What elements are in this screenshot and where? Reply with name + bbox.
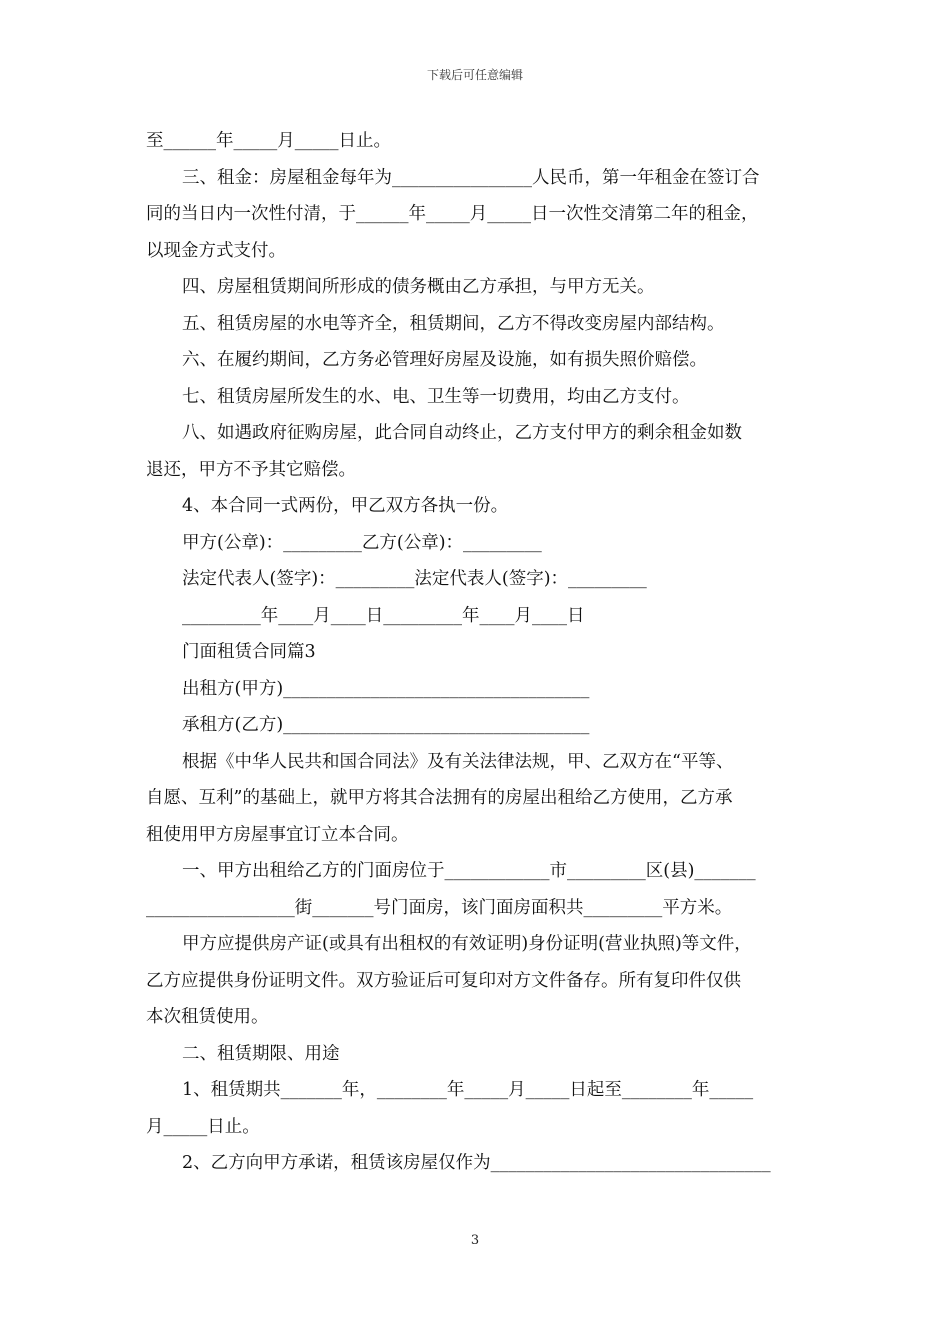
text-line: 2、乙方向甲方承诺，租赁该房屋仅作为________________________________ [182,1153,771,1173]
text-line: 4、本合同一式两份，甲乙双方各执一份。 [182,496,509,516]
text-line: 本次租赁使用。 [146,1007,269,1027]
text-line: 根据《中华人民共和国合同法》及有关法律法规，甲、乙双方在“平等、 [182,751,734,772]
text-line: 八、如遇政府征购房屋，此合同自动终止，乙方支付甲方的剩余租金如数 [182,423,742,443]
text-line: 退还，甲方不予其它赔偿。 [146,459,356,480]
text-line: 五、租赁房屋的水电等齐全，租赁期间，乙方不得改变房屋内部结构。 [182,313,725,334]
text-line: 至______年_____月_____日止。 [146,131,391,151]
text-line: 乙方应提供身份证明文件。双方验证后可复印对方文件备存。所有复印件仅供 [146,970,741,991]
text-line: 四、房屋租赁期间所形成的债务概由乙方承担，与甲方无关。 [182,277,655,297]
text-line: 同的当日内一次性付清，于______年_____月_____日一次性交清第二年的租金， [146,204,759,224]
text-line: 七、租赁房屋所发生的水、电、卫生等一切费用，均由乙方支付。 [182,386,690,407]
text-line: 承租方(乙方)___________________________________ [182,715,590,735]
signature-line: 法定代表人(签字)：_________法定代表人(签字)：_________ [182,569,647,589]
text-line: 三、租金：房屋租金每年为________________人民币，第一年租金在签订合 [182,167,760,188]
text-line: 租使用甲方房屋事宜订立本合同。 [146,824,409,845]
page-header-note: 下载后可任意编辑 [426,68,523,82]
page-number: 3 [470,1233,480,1248]
signature-line: 甲方(公章)：_________乙方(公章)：_________ [182,532,542,553]
text-line: 六、在履约期间，乙方务必管理好房屋及设施，如有损失照价赔偿。 [182,350,707,370]
text-line: 出租方(甲方)___________________________________ [182,678,590,699]
date-line: _________年____月____日_________年____月____日 [182,605,585,626]
text-line: 二、租赁期限、用途 [182,1043,340,1064]
text-line: 甲方应提供房产证(或具有出租权的有效证明)身份证明(营业执照)等文件， [182,934,752,954]
text-line: _________________街_______号门面房，该门面房面积共_________平方米。 [146,897,733,918]
text-line: 一、甲方出租给乙方的门面房位于____________市_________区(县)_______ [182,861,756,881]
section-title: 门面租赁合同篇3 [182,642,316,662]
document-body [146,123,811,1182]
text-line: 1、租赁期共_______年，________年_____月_____日起至________年_____ [182,1080,754,1100]
text-line: 以现金方式支付。 [146,240,286,261]
text-line: 自愿、互利”的基础上，就甲方将其合法拥有的房屋出租给乙方使用，乙方承 [146,788,733,808]
text-line: 月_____日止。 [146,1116,260,1137]
